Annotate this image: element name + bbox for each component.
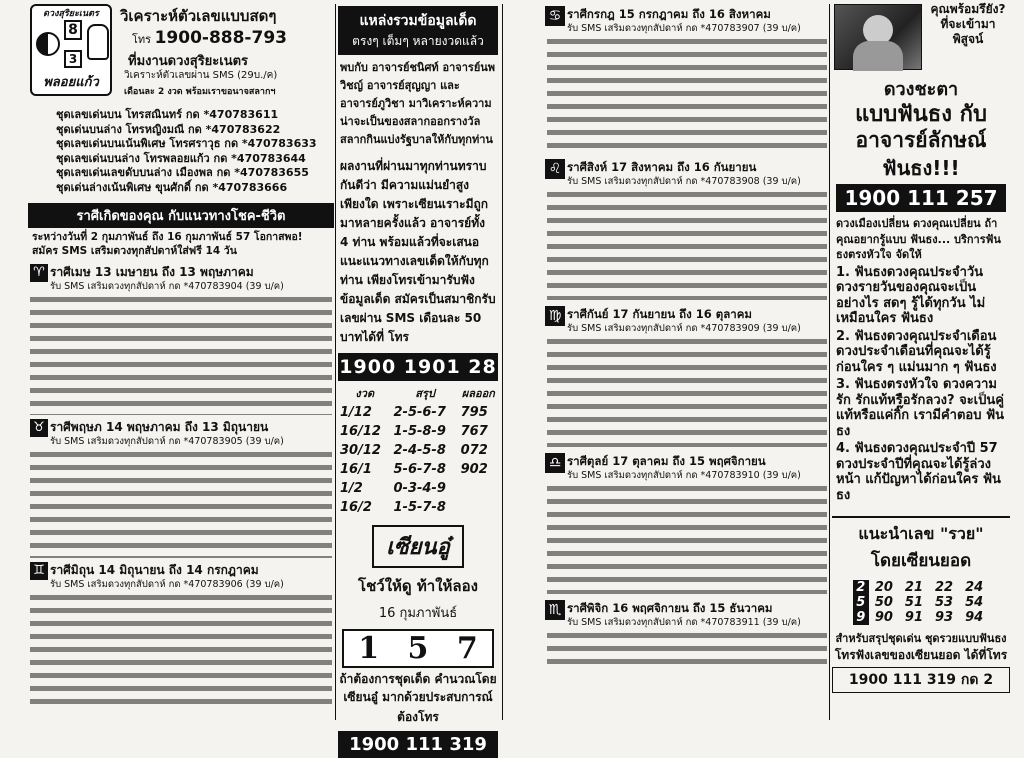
number-set[interactable]: ชุดเลขเด่นบนล่าง โทรพลอยแก้ว กด *470783644 [56, 151, 306, 165]
ad-headline-2: แบบฟันธง กับ [855, 102, 987, 127]
lucky-key: 9 [853, 610, 869, 625]
xian-sub: โชว์ให้ดู ท้าให้ลอง [358, 577, 478, 595]
lucky-title: แนะนำเลข "รวย" [858, 524, 984, 543]
horoscope-name: ราศีพิจิก 16 พฤศจิกายน ถึง 15 ธันวาคม [567, 601, 773, 615]
number-set[interactable]: ชุดเลขเด่นบน โทรสณินทร์ กด *470783611 [56, 108, 279, 121]
text-lines [547, 482, 827, 594]
person-body-icon [853, 41, 903, 71]
text-lines [547, 335, 827, 447]
header-block [28, 0, 334, 100]
table-cell: 0-3-4-9 [393, 481, 446, 496]
lucky-number: 93 [935, 610, 954, 625]
table-cell: 795 [460, 405, 488, 420]
table-cell: 1-5-7-8 [393, 500, 446, 515]
horoscope-gemini [30, 562, 332, 711]
horoscope-libra [545, 453, 827, 594]
lucky-number: 50 [874, 595, 893, 610]
horoscope-band: ราศีเกิดของคุณ กับแนวทางโชค-ชีวิต [28, 203, 334, 228]
horoscope-aries [30, 264, 332, 415]
table-row [338, 460, 498, 479]
horoscope-intro: ระหว่างวันที่ 2 กุมภาพันธ์ ถึง 16 กุมภาพันธ์ 57 โอกาสพอ! สมัคร SMS เสริมดวงทุกสัปดาห์ใส่ฟรี 14 วัน [32, 231, 303, 257]
lucky-key: 5 [853, 595, 869, 610]
horoscope-name: ราศีพฤษภ 14 พฤษภาคม ถึง 13 มิถุนายน [50, 420, 269, 434]
horoscope-name: ราศีเมษ 13 เมษายน ถึง 13 พฤษภาคม [50, 265, 254, 279]
number-set[interactable]: ชุดเด่นล่างเน้นพิเศษ ขุนศักดิ์ กด *470783666 [56, 180, 288, 194]
table-row [338, 403, 498, 422]
lottery-phone[interactable]: 1900 1901 28 [338, 353, 498, 381]
horoscope-name: ราศีสิงห์ 17 สิงหาคม ถึง 16 กันยายน [567, 160, 757, 174]
xian-title: เซียนอู๋ [372, 525, 464, 568]
virgo-icon: ♍ [545, 306, 565, 326]
horoscope-cancer [545, 6, 827, 153]
xian-section [338, 525, 498, 623]
horoscope-body [30, 591, 332, 711]
ad-headline-3: อาจารย์ลักษณ์ [855, 128, 987, 152]
horoscope-body [547, 35, 827, 153]
table-cell: 16/2 [340, 500, 372, 515]
column-lottery-info [338, 0, 498, 755]
lucky-number-section [832, 516, 1010, 693]
horoscope-sms[interactable]: รับ SMS เสริมดวงทุกสัปดาห์ กด *470783909 (39 บ/ค) [567, 323, 801, 334]
horoscope-sms[interactable]: รับ SMS เสริมดวงทุกสัปดาห์ กด *470783905 (39 บ/ค) [50, 436, 284, 447]
table-cell: 16/12 [340, 424, 381, 439]
lucky-number: 21 [904, 580, 923, 595]
table-row [853, 610, 989, 625]
lucky-number: 94 [965, 610, 984, 625]
yin-yang-icon [36, 32, 60, 56]
lottery-paragraph-2: ผลงานที่ผ่านมาทุกท่านทราบกันดีว่า มีความแม่นยำสูง เพียงใด เพราะเซียนเราะมีถูกมาหลายครั้งแล้ว อาจารย์ทั้ง 4 ท่าน พร้อมแล้วที่จะเสนอแนะแนวทางเลขเด็ดให้กับทุกท่าน เพียงโทรเข้ามารับฟังข้อมูลเด็ด สมัครเป็นสมาชิกรับเลขผ่าน SMS เดือนละ 50 บาทได้ที่ โทร [340, 159, 496, 344]
header-note: เดือนละ 2 งวด พร้อมเราขอนาจสลากฯ [124, 87, 276, 97]
lottery-header-title: แหล่งรวมข้อมูลเด็ด [359, 13, 477, 29]
horoscope-sms[interactable]: รับ SMS เสริมดวงทุกสัปดาห์ กด *470783904 (39 บ/ค) [50, 281, 284, 292]
table-cell: 072 [460, 443, 488, 458]
column-divider [502, 4, 503, 720]
table-row [338, 422, 498, 441]
lucky-number: 91 [904, 610, 923, 625]
table-cell [459, 498, 498, 517]
lucky-number: 53 [935, 595, 954, 610]
lottery-header-sub: ตรงๆ เต็มๆ หลายงวดแล้ว [352, 34, 484, 48]
number-set[interactable]: ชุดเลขเด่นบนเน้นพิเศษ โทรศราวุธ กด *470783633 [56, 137, 317, 150]
table-row [338, 498, 498, 517]
lucky-number: 24 [965, 580, 984, 595]
header-title: วิเคราะห์ตัวเลขแบบสดๆ [120, 7, 277, 25]
lucky-number: 20 [874, 580, 893, 595]
text-lines [30, 293, 332, 415]
taurus-icon: ♉ [30, 419, 48, 437]
xian-phone[interactable]: 1900 111 319 [338, 731, 498, 758]
table-header: งวด [355, 387, 375, 400]
logo-top-text: ดวงสุริยะเนตร [43, 9, 99, 19]
column-divider [335, 4, 336, 720]
xian-call: ต้องโทร [397, 710, 439, 724]
xian-digits [342, 629, 494, 668]
table-row [338, 479, 498, 498]
lucky-number: 22 [935, 580, 954, 595]
table-row [338, 441, 498, 460]
table-cell [459, 479, 498, 498]
logo-number-3: 3 [64, 50, 82, 68]
service-item: 3. ฟันธงตรงหัวใจ ดวงความรัก รักแท้หรือรักลวง? จะเป็นคู่แท้หรือแค่กิ๊ก เรามีคำตอบ ฟันธง [836, 377, 1005, 439]
cancer-icon: ♋ [545, 6, 565, 26]
horoscope-body [30, 293, 332, 415]
header-phone-line [132, 28, 287, 48]
horoscope-body [547, 482, 827, 594]
horoscope-scorpio [545, 600, 827, 669]
table-cell: 5-6-7-8 [393, 462, 446, 477]
fortune-teller-photo [834, 4, 922, 70]
service-item: 2. ฟันธงดวงคุณประจำเดือน ดวงประจำเดือนที่คุณจะได้รู้ก่อนใคร ๆ แม่นมาก ๆ ฟันธง [836, 328, 997, 375]
text-lines [547, 629, 827, 669]
horoscope-body [547, 188, 827, 300]
horoscope-leo [545, 159, 827, 300]
lucky-number: 54 [965, 595, 984, 610]
horoscope-sms[interactable]: รับ SMS เสริมดวงทุกสัปดาห์ กด *470783906 (39 บ/ค) [50, 579, 284, 590]
xian-note: ถ้าต้องการชุดเด็ด คำนวณโดยเซียนอู๋ มากด้วยประสบการณ์ [339, 672, 497, 704]
lucky-subtitle: โดยเซียนยอด [870, 551, 972, 571]
table-header-row [338, 383, 498, 403]
number-sets-list [28, 100, 334, 199]
gemini-icon: ♊ [30, 562, 48, 580]
horoscope-sms[interactable]: รับ SMS เสริมดวงทุกสัปดาห์ กด *470783907 (39 บ/ค) [567, 23, 801, 34]
table-cell: 16/1 [340, 462, 372, 477]
leo-icon: ♌ [545, 159, 565, 179]
digit: 1 [358, 631, 380, 666]
logo-number-8: 8 [64, 20, 82, 40]
lucky-number: 90 [874, 610, 893, 625]
column-horoscopes [545, 0, 827, 724]
header-phone-prefix: โทร [132, 33, 152, 46]
ad-intro: ดวงเมืองเปลี่ยน ดวงคุณเปลี่ยน ถ้าคุณอยากรู้แบบ ฟันธง... บริการฟันธงตรงหัวใจ จัดให้ [836, 217, 1001, 261]
horoscope-name: ราศีกันย์ 17 กันยายน ถึง 16 ตุลาคม [567, 307, 752, 321]
ad-phone[interactable]: 1900 111 257 [836, 184, 1006, 212]
lottery-header [338, 6, 498, 55]
number-set[interactable]: ชุดเลขเด่นเลขดับบนล่าง เมืองพล กด *470783655 [56, 166, 309, 179]
logo [30, 4, 112, 96]
table-row [853, 580, 989, 595]
table-cell: 1-5-8-9 [393, 424, 446, 439]
lucky-phone[interactable]: 1900 111 319 กด 2 [832, 667, 1010, 693]
table-row [853, 595, 989, 610]
lucky-key: 2 [853, 580, 869, 595]
horoscope-taurus [30, 419, 332, 558]
horoscope-name: ราศีมิถุน 14 มิถุนายน ถึง 14 กรกฎาคม [50, 563, 259, 577]
horoscope-sms[interactable]: รับ SMS เสริมดวงทุกสัปดาห์ กด *470783911 (39 บ/ค) [567, 617, 801, 628]
horoscope-body [30, 448, 332, 558]
table-cell: 2-5-6-7 [393, 405, 446, 420]
header-sms: วิเคราะห์ตัวเลขผ่าน SMS (29บ./ค) [124, 70, 278, 81]
horoscope-sms[interactable]: รับ SMS เสริมดวงทุกสัปดาห์ กด *470783910 (39 บ/ค) [567, 470, 801, 481]
ad-services [836, 216, 1008, 505]
ad-question: คุณพร้อมรึยัง? ที่จะเข้ามาพิสูจน์ [930, 2, 1006, 46]
digit: 7 [456, 631, 478, 666]
table-cell: 767 [460, 424, 488, 439]
column-divider [829, 4, 830, 720]
table-cell: 2-4-5-8 [393, 443, 446, 458]
column-numerology [28, 0, 334, 724]
lucky-footer-2: โทรฟังเลขของเซียนยอด ได้ที่โทร [834, 648, 1008, 662]
libra-icon: ♎ [545, 453, 565, 473]
horoscope-body [547, 335, 827, 447]
scorpio-icon: ♏ [545, 600, 565, 620]
horoscope-name: ราศีกรกฎ 15 กรกฎาคม ถึง 16 สิงหาคม [567, 7, 771, 21]
table-header: สรุป [415, 387, 435, 400]
text-lines [30, 448, 332, 558]
text-lines [547, 188, 827, 300]
horoscope-virgo [545, 306, 827, 447]
logo-bottom-text: พลอยแก้ว [43, 75, 99, 90]
header-sub: ที่มงานดวงสุริยะเนตร [128, 54, 249, 69]
table-cell: 30/12 [340, 443, 381, 458]
horoscope-sms[interactable]: รับ SMS เสริมดวงทุกสัปดาห์ กด *470783908 (39 บ/ค) [567, 176, 801, 187]
table-header: ผลออก [461, 387, 495, 400]
table-cell: 902 [460, 462, 488, 477]
header-phone[interactable]: 1900-888-793 [154, 28, 287, 48]
table-cell: 1/12 [340, 405, 372, 420]
aries-icon: ♈ [30, 264, 48, 282]
number-set[interactable]: ชุดเด่นบนล่าง โทรหญิงมณี กด *470783622 [56, 122, 281, 136]
lucky-number: 51 [904, 595, 923, 610]
text-lines [547, 35, 827, 153]
column-fortune-ad [832, 0, 1010, 724]
horoscope-name: ราศีตุลย์ 17 ตุลาคม ถึง 15 พฤศจิกายน [567, 454, 766, 468]
results-table [338, 383, 498, 517]
table-cell: 1/2 [340, 481, 363, 496]
service-item: 4. ฟันธงดวงคุณประจำปี 57 ดวงประจำปีที่คุณจะได้รู้ล่วงหน้า แก้ปัญหาได้ก่อนใคร ฟันธง [836, 441, 1001, 503]
lottery-paragraph-1: พบกับ อาจารย์ชนิศท์ อาจารย์นพวิชญ์ อาจารย์สุญญา และอาจารย์ภูวิชา มาวิเคราะห์ความน่าจะเป็นของสลากออกรางวัลสลากกินแบ่งรัฐบาลให้กับทุกท่าน [340, 61, 496, 146]
digit: 5 [407, 631, 429, 666]
lucky-table [853, 580, 989, 625]
ad-headline-1: ดวงชะตา [883, 79, 959, 100]
ad-headline-4: ฟันธง!!! [882, 156, 960, 180]
xian-date: 16 กุมภาพันธ์ [378, 606, 458, 621]
palm-icon [87, 24, 109, 60]
service-item: 1. ฟันธงดวงคุณประจำวัน ดวงรายวันของคุณจะเป็นอย่างไร สดๆ รู้ได้ทุกวัน ไม่เหมือนใคร ฟันธง [836, 264, 986, 326]
horoscope-body [547, 629, 827, 669]
lucky-footer-1: สำหรับสรุปชุดเด่น ชุดรวยแบบฟันธง [835, 632, 1007, 645]
text-lines [30, 591, 332, 711]
